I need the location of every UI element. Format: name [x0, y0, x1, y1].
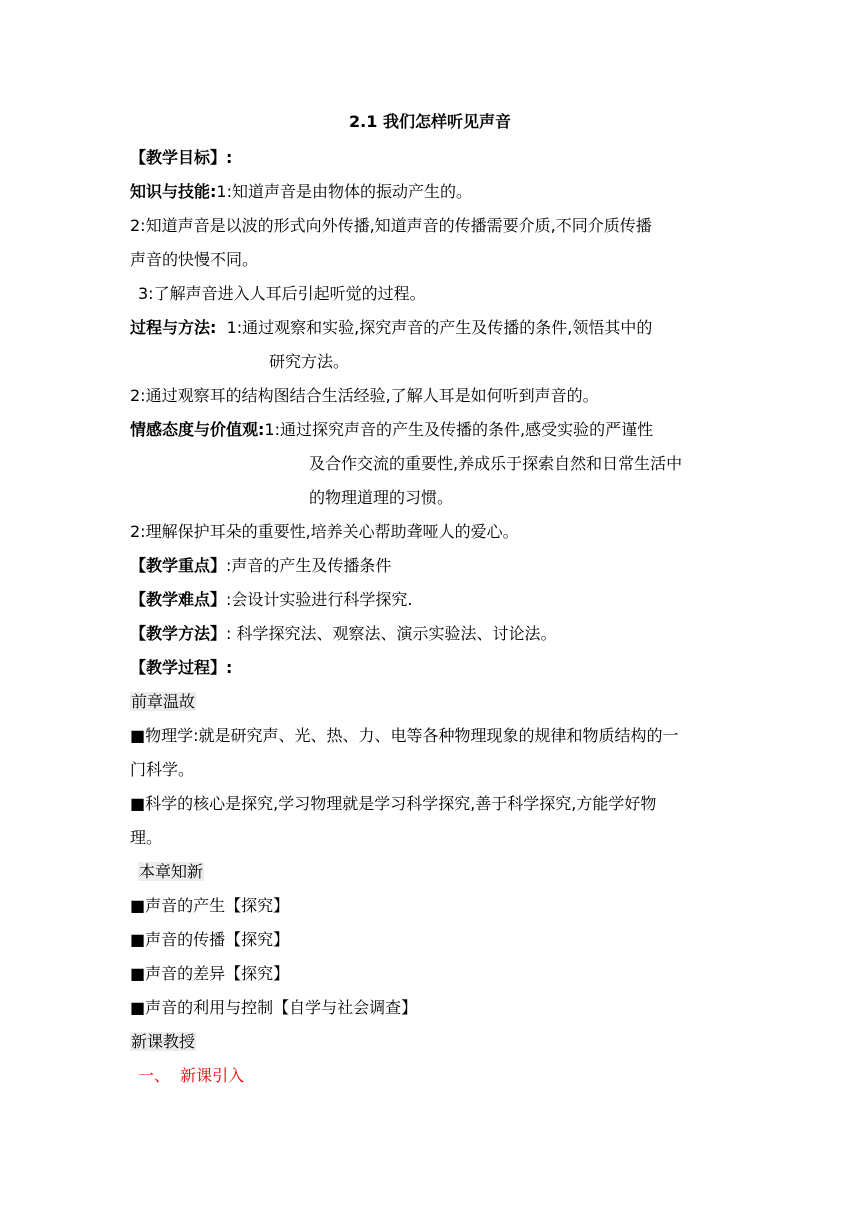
method-text: : 科学探究法、观察法、演示实验法、讨论法。 [226, 624, 557, 643]
emotion-line-2: 2:理解保护耳朵的重要性,培养关心帮助聋哑人的爱心。 [130, 522, 519, 541]
process-line-2: 2:通过观察耳的结构图结合生活经验,了解人耳是如何听到声音的。 [130, 386, 599, 405]
review-heading: 前章温故 [131, 692, 196, 711]
process-text-1a: 1:通过观察和实验,探究声音的产生及传播的条件,领悟其中的 [226, 318, 653, 337]
knowledge-text-1: 1:知道声音是由物体的振动产生的。 [216, 182, 472, 201]
emotion-line-1b: 及合作交流的重要性,养成乐于探索自然和日常生活中 [309, 454, 683, 473]
knowledge-line-2b: 声音的快慢不同。 [130, 250, 259, 269]
key-point-text: :声音的产生及传播条件 [226, 556, 392, 575]
review-item-2a: ■科学的核心是探究,学习物理就是学习科学探究,善于科学探究,方能学好物 [130, 794, 657, 813]
knowledge-line-3: 3:了解声音进入人耳后引起听觉的过程。 [138, 284, 426, 303]
knowledge-label: 知识与技能: [130, 182, 217, 201]
difficulty-label: 【教学难点】 [130, 590, 227, 609]
review-heading-line [130, 692, 196, 712]
emotion-line-1 [130, 420, 653, 440]
knowledge-line-1 [130, 182, 472, 202]
emotion-text-1a: 1:通过探究声音的产生及传播的条件,感受实验的严谨性 [264, 420, 654, 439]
process-line-1b: 研究方法。 [269, 352, 350, 371]
new-chapter-item: ■声音的利用与控制【自学与社会调查】 [130, 998, 418, 1017]
method-line [130, 624, 557, 644]
review-item-1a: ■物理学:就是研究声、光、热、力、电等各种物理现象的规律和物质结构的一 [130, 726, 679, 745]
new-chapter-heading-line [138, 862, 204, 882]
section-intro-heading: 一、 新课引入 [138, 1066, 245, 1085]
new-chapter-item: ■声音的产生【探究】 [130, 896, 290, 915]
difficulty-text: :会设计实验进行科学探究. [226, 590, 413, 609]
new-chapter-item: ■声音的传播【探究】 [130, 930, 290, 949]
new-lesson-heading: 新课教授 [131, 1032, 196, 1051]
new-lesson-heading-line [130, 1032, 196, 1052]
process-label: 过程与方法: [130, 318, 217, 337]
process-heading: 【教学过程】: [130, 658, 233, 677]
review-item-1b: 门科学。 [130, 760, 195, 779]
objectives-heading: 【教学目标】: [130, 148, 233, 167]
method-label: 【教学方法】 [130, 624, 227, 643]
emotion-line-1c: 的物理道理的习惯。 [309, 488, 454, 507]
key-point-label: 【教学重点】 [130, 556, 227, 575]
knowledge-line-2a: 2:知道声音是以波的形式向外传播,知道声音的传播需要介质,不同介质传播 [130, 216, 652, 235]
review-item-2b: 理。 [130, 828, 163, 847]
new-chapter-heading: 本章知新 [139, 862, 204, 881]
key-point-line [130, 556, 391, 576]
difficulty-line [130, 590, 413, 610]
process-line-1 [130, 318, 652, 338]
emotion-label: 情感态度与价值观: [130, 420, 265, 439]
page-title: 2.1 我们怎样听见声音 [349, 112, 511, 131]
new-chapter-item: ■声音的差异【探究】 [130, 964, 290, 983]
